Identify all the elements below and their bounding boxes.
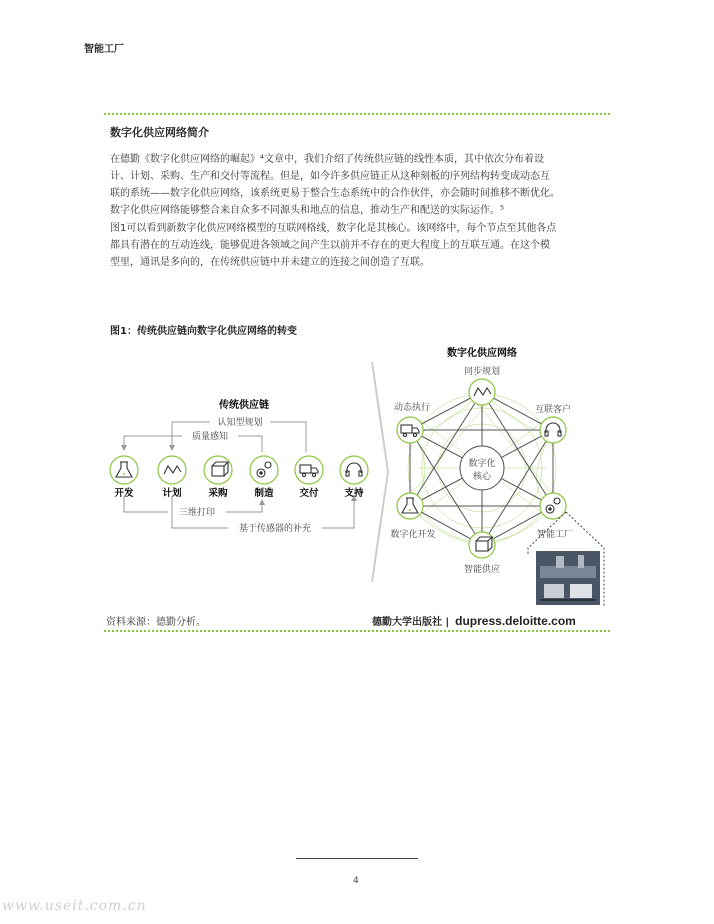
para-line: 图1可以看到新数字化供应网络模型的互联网格线，数字化是其核心。该网络中，每个节点至其他各点 — [110, 223, 557, 234]
para-line: 都具有潜在的互动连线，能够促进各领域之间产生以前并不存在的更大程度上的互联互通。在这个模 — [110, 240, 550, 251]
step-label: 采购 — [208, 488, 228, 499]
step-label: 交付 — [299, 488, 319, 499]
node-label: 互联客户 — [534, 405, 572, 415]
step-label: 计划 — [162, 488, 182, 499]
step-circles — [110, 456, 368, 484]
intro-paragraph-1 — [110, 151, 610, 219]
para-line: 数字化供应网络能够整合来自众多不同源头和地点的信息，推动生产和配送的实际运作。⁵ — [110, 205, 505, 216]
transition-chevron — [372, 362, 388, 582]
plan-step-circle — [158, 456, 186, 484]
connected-customer-node — [540, 417, 566, 443]
para-line: 型里，通讯是多向的，在传统供应链中并未建立的连接之间创造了互联。 — [110, 257, 430, 268]
para-line: 联的系统——数字化供应网络，该系统更易于整合生态系统中的合作伙伴，亦会随时间推移不断优化。 — [110, 188, 560, 199]
step-labels — [114, 487, 364, 499]
node-label: 智能工厂 — [536, 530, 574, 540]
factory-illustration — [536, 551, 600, 605]
digital-network-title: 数字化供应网络 — [447, 348, 517, 359]
deliver-step-circle — [295, 456, 323, 484]
figure-title: 图1：传统供应链向数字化供应网络的转变 — [110, 326, 297, 337]
bottom-divider — [104, 630, 610, 632]
figure-credit — [372, 613, 576, 628]
core-label-line2: 核心 — [472, 472, 492, 482]
flow-label-sensor-replenishment: 基于传感器的补充 — [238, 524, 312, 534]
flow-label-cognitive-planning: 认知型规划 — [217, 418, 263, 428]
para-line: 计、计划、采购、生产和交付等流程。但是，如今许多供应链正从这种刻板的序列结构转变成动态互 — [110, 171, 550, 182]
node-label: 数字化开发 — [390, 530, 436, 540]
para-line: 在德勤《数字化供应网络的崛起》⁴文章中，我们介绍了传统供应链的线性本质，其中依次分布着设 — [110, 154, 545, 165]
step-label: 开发 — [114, 488, 134, 499]
intro-paragraph-2 — [110, 220, 610, 271]
publisher-url[interactable]: dupress.deloitte.com — [455, 614, 576, 628]
top-divider — [104, 113, 610, 115]
develop-step-circle — [110, 456, 138, 484]
step-label: 支持 — [344, 488, 364, 499]
node-label: 动态执行 — [393, 403, 431, 413]
intelligent-supply-node — [469, 532, 495, 558]
footer-rule — [296, 858, 418, 859]
node-label: 同步规划 — [463, 367, 501, 377]
flow-label-quality-sensing: 质量感知 — [191, 432, 229, 442]
sync-planning-node — [469, 379, 495, 405]
node-label: 智能供应 — [463, 565, 501, 575]
running-header: 智能工厂 — [84, 44, 124, 55]
figure-diagram — [100, 340, 620, 610]
page-number: 4 — [353, 876, 359, 886]
step-icons — [116, 462, 362, 477]
support-step-circle — [340, 456, 368, 484]
traditional-title: 传统供应链 — [219, 400, 269, 411]
watermark-text: www.useit.com.cn — [2, 898, 147, 914]
core-label-line1: 数字化 — [468, 459, 496, 469]
publisher-name: 德勤大学出版社 | — [372, 617, 450, 628]
section-title: 数字化供应网络简介 — [110, 126, 209, 139]
figure-source: 资料来源：德勤分析。 — [106, 617, 206, 628]
step-label: 制造 — [254, 488, 274, 499]
digital-development-node — [397, 493, 423, 519]
flow-label-3d-printing: 三维打印 — [178, 508, 216, 518]
